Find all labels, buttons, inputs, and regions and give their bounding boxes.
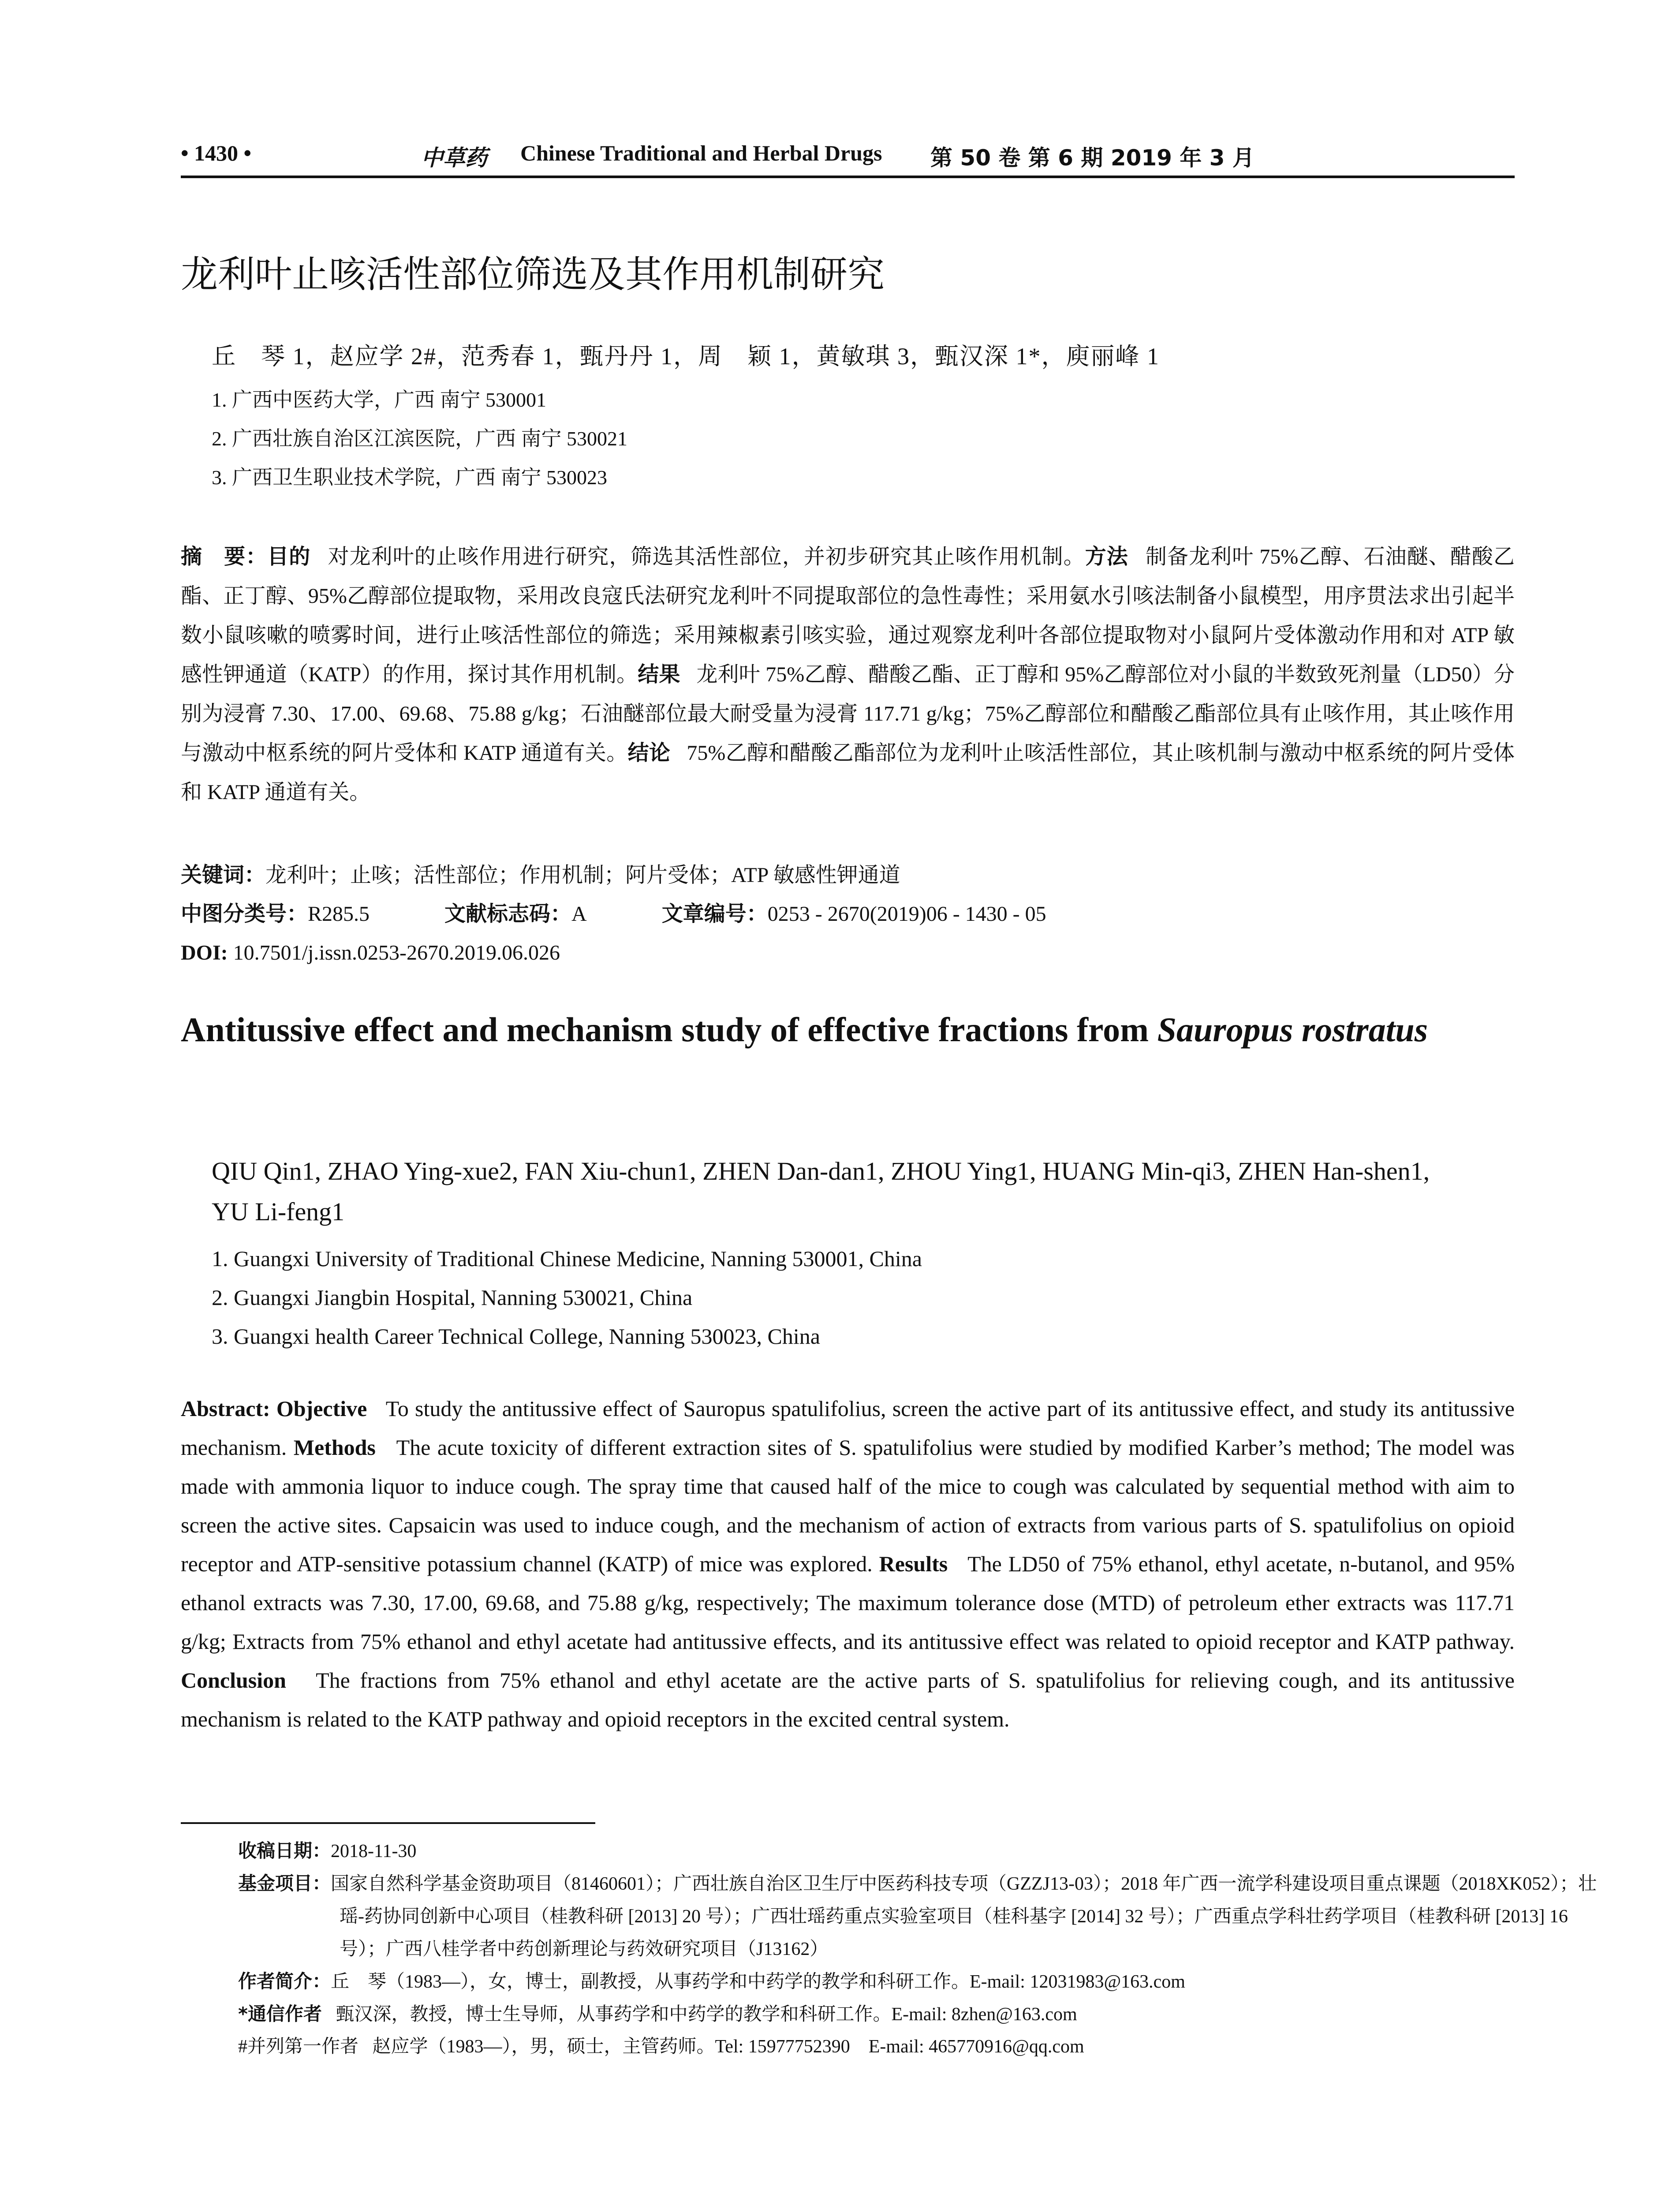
author-bio-label: 作者简介： bbox=[238, 1970, 331, 1992]
affiliation-en-2: 2. Guangxi Jiangbin Hospital, Nanning 530021, China bbox=[212, 1285, 693, 1310]
conclusion-en: The fractions from 75% ethanol and ethyl acetate are the active parts of S. spatulifolius for relieving cough, and its antitussive mechanism is related to the KATP pathway and opioid receptors in the excited central system. bbox=[181, 1668, 1515, 1731]
affiliation-en-3: 3. Guangxi health Career Technical College, Nanning 530023, China bbox=[212, 1324, 820, 1349]
footnote-cofirst bbox=[238, 2030, 1515, 2063]
title-en-main: Antitussive effect and mechanism study of effective fractions from bbox=[181, 1010, 1157, 1049]
footnote-rule bbox=[181, 1822, 595, 1824]
clc-value: R285.5 bbox=[308, 902, 370, 926]
objective-en: To study the antitussive effect of Sauropus spatulifolius, screen the active part of its antitussive effect, and study its antitussive mechanism. bbox=[181, 1396, 1515, 1460]
title-en-species: Sauropus rostratus bbox=[1157, 1010, 1428, 1049]
author-bio-text: 丘 琴（1983—），女，博士，副教授，从事药学和中药学的教学和科研工作。E-mail: 12031983@163.com bbox=[331, 1972, 1185, 1992]
doi-label: DOI: bbox=[181, 941, 228, 964]
doi-line bbox=[181, 933, 1515, 972]
received-label: 收稿日期： bbox=[238, 1840, 331, 1861]
abstract-cn bbox=[181, 537, 1515, 812]
footnote-received bbox=[238, 1835, 1515, 1868]
fund-text: 国家自然科学基金资助项目（81460601）；广西壮族自治区卫生厅中医药科技专项（GZZJ13-03）；2018 年广西一流学科建设项目重点课题（2018XK052）；壮瑶-药协同创新中心项目（桂教科研 [2013] 20 号）；广西壮瑶药重点实验室项目（桂科基字 [2014] 32 号）；广西重点学科壮药学项目（桂教科研 [2013] 16 号）；广西八桂学者中药创新理论与药效研究项目（J13162） bbox=[331, 1874, 1597, 1959]
results-label-en: Results bbox=[879, 1551, 948, 1576]
cofirst-text: 赵应学（1983—），男，硕士，主管药师。Tel: 15977752390 E-mail: 465770916@qq.com bbox=[372, 2037, 1084, 2057]
affiliation-cn-3: 3. 广西卫生职业技术学院，广西 南宁 530023 bbox=[212, 466, 607, 489]
journal-name-en: Chinese Traditional and Herbal Drugs bbox=[520, 141, 882, 165]
abstract-cn-label: 摘 要： bbox=[181, 544, 268, 569]
corresponding-label: *通信作者 bbox=[238, 2003, 322, 2025]
conclusion-label-en: Conclusion bbox=[181, 1668, 286, 1693]
fund-label: 基金项目： bbox=[238, 1872, 331, 1894]
journal-name-cn: 中草药 bbox=[421, 145, 487, 171]
results-en: The LD50 of 75% ethanol, ethyl acetate, n-butanol, and 95% ethanol extracts was 7.30, 17.00, 69.68, and 75.88 g/kg, respectively; The maximum tolerance dose (MTD) of petroleum ether extracts was 117.71 g/kg; Extracts from 75% ethanol and ethyl acetate had antitussive effects, and its antitussive effect was related to opioid receptor and KATP pathway. bbox=[181, 1551, 1515, 1654]
doc-code-value: A bbox=[571, 902, 587, 926]
title-cn: 龙利叶止咳活性部位筛选及其作用机制研究 bbox=[181, 253, 885, 296]
affiliation-en-1: 1. Guangxi University of Traditional Chinese Medicine, Nanning 530001, China bbox=[212, 1246, 922, 1271]
affiliation-cn-2: 2. 广西壮族自治区江滨医院，广西 南宁 530021 bbox=[212, 427, 627, 450]
objective-label-cn: 目的 bbox=[267, 544, 311, 569]
affiliation-cn-1: 1. 广西中医药大学，广西 南宁 530001 bbox=[212, 389, 546, 411]
footnote-corresponding bbox=[238, 1998, 1515, 2031]
running-header bbox=[181, 140, 1515, 176]
methods-label-en: Methods bbox=[293, 1435, 376, 1460]
keywords-cn bbox=[181, 856, 1515, 895]
authors-cn: 丘 琴 1，赵应学 2#，范秀春 1，甄丹丹 1，周 颖 1，黄敏琪 3，甄汉深 1*，庾丽峰 1 bbox=[212, 343, 1160, 370]
clc-label: 中图分类号： bbox=[181, 901, 308, 926]
footnote-author-bio bbox=[238, 1965, 1515, 1998]
title-en bbox=[181, 1005, 1515, 1054]
received-date: 2018-11-30 bbox=[331, 1841, 417, 1861]
article-no-label: 文章编号： bbox=[661, 901, 768, 926]
abstract-en bbox=[181, 1389, 1515, 1738]
doc-code-label: 文献标志码： bbox=[444, 901, 572, 926]
classification-line bbox=[181, 894, 1515, 934]
methods-label-cn: 方法 bbox=[1085, 544, 1128, 569]
results-label-cn: 结果 bbox=[638, 662, 680, 687]
methods-cn: 制备龙利叶 75%乙醇、石油醚、醋酸乙酯、正丁醇、95%乙醇部位提取物，采用改良寇氏法研究龙利叶不同提取部位的急性毒性；采用氨水引咳法制备小鼠模型，用序贯法求出引起半数小鼠咳嗽的喷雾时间，进行止咳活性部位的筛选；采用辣椒素引咳实验，通过观察龙利叶各部位提取物对小鼠阿片受体激动作用和对 ATP 敏感性钾通道（KATP）的作用，探讨其作用机制。 bbox=[181, 545, 1515, 686]
abstract-en-label: Abstract: Objective bbox=[181, 1396, 367, 1421]
issue-info: 第 50 卷 第 6 期 2019 年 3 月 bbox=[930, 145, 1254, 171]
methods-en: The acute toxicity of different extraction sites of S. spatulifolius were studied by modified Karber’s method; The model was made with ammonia liquor to induce cough. The spray time that caused half of the mice to cough was calculated by sequential method with aim to screen the active sites. Capsaicin was used to induce cough, and the mechanism of action of extracts from various parts of S. spatulifolius on opioid receptor and ATP-sensitive potassium channel (KATP) of mice was explored. bbox=[181, 1435, 1515, 1576]
article-no-value: 0253 - 2670(2019)06 - 1430 - 05 bbox=[767, 902, 1046, 926]
footnote-fund bbox=[238, 1867, 1616, 1966]
results-cn: 龙利叶 75%乙醇、醋酸乙酯、正丁醇和 95%乙醇部位对小鼠的半数致死剂量（LD50）分别为浸膏 7.30、17.00、69.68、75.88 g/kg；石油醚部位最大耐受量为浸膏 117.71 g/kg；75%乙醇部位和醋酸乙酯部位具有止咳作用，其止咳作用与激动中枢系统的阿片受体和 KATP 通道有关。 bbox=[181, 663, 1515, 765]
objective-cn: 对龙利叶的止咳作用进行研究，筛选其活性部位，并初步研究其止咳作用机制。 bbox=[328, 545, 1085, 568]
authors-en: QIU Qin1, ZHAO Ying-xue2, FAN Xiu-chun1, ZHEN Dan-dan1, ZHOU Ying1, HUANG Min-qi3, ZHEN Han-shen1, YU Li-feng1 bbox=[212, 1157, 1430, 1226]
doi-value: 10.7501/j.issn.0253-2670.2019.06.026 bbox=[233, 941, 560, 964]
header-rule bbox=[181, 176, 1515, 178]
conclusion-cn: 75%乙醇和醋酸乙酯部位为龙利叶止咳活性部位，其止咳机制与激动中枢系统的阿片受体和 KATP 通道有关。 bbox=[181, 741, 1515, 804]
page-number: • 1430 • bbox=[181, 141, 252, 165]
cofirst-label: #并列第一作者 bbox=[238, 2037, 359, 2057]
corresponding-text: 甄汉深，教授，博士生导师，从事药学和中药学的教学和科研工作。E-mail: 8zhen@163.com bbox=[336, 2004, 1077, 2025]
conclusion-label-cn: 结论 bbox=[627, 740, 671, 765]
keywords-text: 龙利叶；止咳；活性部位；作用机制；阿片受体；ATP 敏感性钾通道 bbox=[265, 863, 900, 887]
keywords-label: 关键词： bbox=[181, 863, 266, 887]
